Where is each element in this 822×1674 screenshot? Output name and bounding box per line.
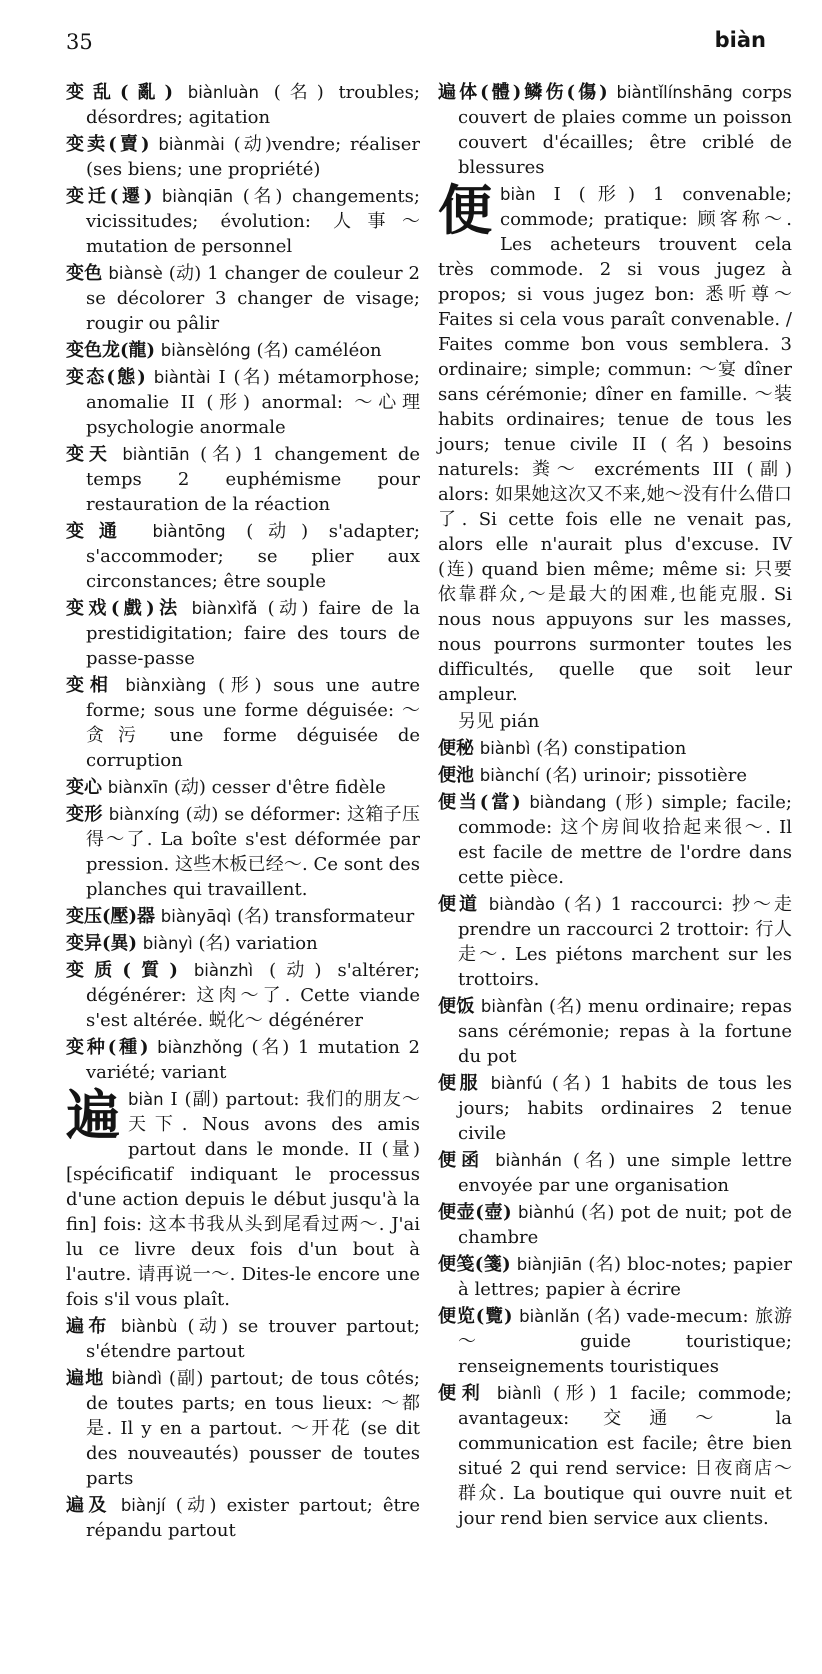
entry-definition: (名) 1 mutation 2 variété; variant	[86, 1037, 420, 1083]
entry-pinyin: biàntài	[153, 368, 211, 387]
entry-pinyin: biàndào	[488, 895, 556, 914]
entry-headword: 变通	[66, 521, 132, 542]
entry-headword: 变质(質)	[66, 960, 178, 981]
entry-pinyin: biàntǐlínshāng	[616, 83, 733, 102]
entry-headword: 变压(壓)器	[66, 906, 156, 927]
entry-definition: (动) se trouver partout; s'étendre partout	[86, 1316, 420, 1362]
entry-headword: 变卖(賣)	[66, 134, 150, 155]
entry-pinyin: biànfàn	[480, 997, 543, 1016]
see-also: 另见 pián	[458, 711, 540, 732]
dictionary-entry	[438, 763, 792, 788]
dictionary-entry	[66, 1314, 420, 1364]
entry-headword: 便秘	[438, 738, 474, 759]
dictionary-entry	[66, 802, 420, 902]
dictionary-entry	[438, 1148, 792, 1198]
entry-definition: (动) cesser d'être fidèle	[173, 777, 386, 798]
entry-definition: (名) changements; vicissitudes; évolution: 人事～ mutation de personnel	[86, 186, 420, 257]
entry-pinyin: biànyì	[142, 934, 193, 953]
dictionary-entry	[438, 892, 792, 992]
dictionary-entry	[66, 442, 420, 517]
entry-pinyin: biàntiān	[122, 445, 190, 464]
dictionary-entry	[438, 790, 792, 890]
entry-pinyin: biànluàn	[187, 83, 259, 102]
entry-headword: 遍及	[66, 1495, 111, 1516]
entry-headword: 变乱(亂)	[66, 82, 174, 103]
entry-definition: (名) urinoir; pissotière	[545, 765, 748, 786]
dictionary-entry	[438, 80, 792, 180]
headword-pinyin: biàn	[500, 185, 536, 204]
dictionary-entry	[66, 365, 420, 440]
entry-definition: (动) 1 changer de couleur 2 se décolorer 3 changer de visage; rougir ou pâlir	[86, 263, 420, 334]
dictionary-entry	[66, 261, 420, 336]
dictionary-entry	[438, 736, 792, 761]
entry-headword: 便服	[438, 1073, 482, 1094]
entry-headword: 便函	[438, 1150, 485, 1171]
entry-headword: 变迁(遷)	[66, 186, 153, 207]
running-head: biàn	[714, 28, 766, 52]
dictionary-entry	[66, 1366, 420, 1491]
entry-pinyin: biànlì	[496, 1384, 542, 1403]
dictionary-entry	[66, 80, 420, 130]
entry-pinyin: biànfú	[490, 1074, 543, 1093]
right-column	[438, 80, 792, 1533]
entry-pinyin: biànmài	[158, 135, 225, 154]
entry-headword: 变戏(戲)法	[66, 598, 182, 619]
entry-headword: 变心	[66, 777, 102, 798]
dictionary-entry	[66, 1035, 420, 1085]
dictionary-entry	[438, 1071, 792, 1146]
entry-definition: (动)vendre; réaliser (ses biens; une propriété)	[86, 134, 420, 180]
entry-pinyin: biànhán	[495, 1151, 562, 1170]
dictionary-entry	[66, 1493, 420, 1543]
entry-definition: corps couvert de plaies comme un poisson couvert d'écailles; être criblé de blessures	[458, 82, 792, 178]
entry-pinyin: biànyāqì	[160, 907, 232, 926]
right-entries	[438, 736, 792, 1531]
dictionary-entry	[66, 673, 420, 773]
entry-headword: 变色龙(龍)	[66, 340, 156, 361]
dictionary-entry	[66, 184, 420, 259]
entry-definition: (名) pot de nuit; pot de chambre	[458, 1202, 792, 1248]
dictionary-entry	[66, 132, 420, 182]
entry-definition: (名) 1 changement de temps 2 euphémisme pour restauration de la réaction	[86, 444, 421, 515]
entry-definition: (形) 1 facile; commode; avantageux: 交通～ la communication est facile; être bien situé 2 qui rend service: 日夜商店～群众. La boutique qui ouvre nuit et jour rend bien service aux clients.	[458, 1383, 792, 1529]
entry-definition: (名) troubles; désordres; agitation	[86, 82, 420, 128]
entry-pinyin: biàntōng	[152, 522, 226, 541]
left-entries	[66, 80, 420, 1085]
dictionary-entry	[66, 958, 420, 1033]
entry-definition: I (名) métamorphose; anomalie II (形) anormal: ～心理 psychologie anormale	[86, 367, 420, 438]
entry-definition: (动) faire de la prestidigitation; faire des tours de passe-passe	[86, 598, 420, 669]
entry-headword: 变天	[66, 444, 112, 465]
entry-headword: 便笺(箋)	[438, 1254, 511, 1275]
entry-pinyin: biànbù	[120, 1317, 178, 1336]
dictionary-entry	[66, 519, 420, 594]
entry-definition: (副) partout; de tous côtés; de toutes parts; en tous lieux: ～都是. Il y en a partout. ～开花 (se dit des nouveautés) pousser de toutes parts	[86, 1368, 420, 1489]
entry-headword: 变相	[66, 675, 114, 696]
dictionary-entry	[66, 596, 420, 671]
dictionary-entry	[438, 1200, 792, 1250]
entry-definition: (名) variation	[198, 933, 318, 954]
entry-headword: 便壶(壺)	[438, 1202, 512, 1223]
entry-pinyin: biànlǎn	[519, 1307, 580, 1326]
entry-definition: (名) 1 raccourci: 抄～走 prendre un raccourci 2 trottoir: 行人走～. Les piétons marchent sur les trottoirs.	[458, 894, 792, 990]
dictionary-entry	[438, 1304, 792, 1379]
entry-pinyin: biànjí	[120, 1496, 166, 1515]
entry-headword: 遍体(體)鳞伤(傷)	[438, 82, 608, 103]
right-entries-before	[438, 80, 792, 180]
entry-definition: (名) caméléon	[256, 340, 382, 361]
entry-definition: (名) une simple lettre envoyée par une organisation	[458, 1150, 792, 1196]
entry-headword: 便道	[438, 894, 481, 915]
entry-headword: 变色	[66, 263, 103, 284]
entry-headword: 变态(態)	[66, 367, 146, 388]
dictionary-entry	[66, 904, 420, 929]
entry-pinyin: biànhú	[518, 1203, 575, 1222]
entry-pinyin: biànjiān	[516, 1255, 583, 1274]
entry-definition: (名) transformateur	[237, 906, 415, 927]
entry-headword: 便利	[438, 1383, 486, 1404]
entry-pinyin: biànxìfǎ	[191, 599, 258, 618]
entry-definition: (动) s'altérer; dégénérer: 这肉～了. Cette viande s'est altérée. 蜕化～ dégénérer	[86, 960, 420, 1031]
entry-definition: (形) simple; facile; commode: 这个房间收拾起来很～. Il est facile de mettre de l'ordre dans cette pièce.	[458, 792, 792, 888]
dictionary-entry	[438, 1252, 792, 1302]
entry-pinyin: biànzhǒng	[157, 1038, 243, 1057]
entry-headword: 便览(覽)	[438, 1306, 513, 1327]
entry-headword: 遍地	[66, 1368, 105, 1389]
entry-definition: (名) constipation	[536, 738, 687, 759]
entry-pinyin: biànzhì	[193, 961, 254, 980]
char-entry-bian-everywhere	[66, 1083, 420, 1312]
entry-pinyin: biàndang	[529, 793, 607, 812]
char-definition: I (副) partout: 我们的朋友～天下. Nous avons des amis partout dans le monde. II (量) [spécificatif indiquant le processus d'une action depuis le début jusqu'à la fin] fois: 这本书我从头到尾看过两～. J'ai lu ce livre deux fois d'un bout à l'autre. 请再说一～. Dites-le encore une fois s'il vous plaît.	[66, 1089, 420, 1310]
entry-definition: (形) sous une autre forme; sous une forme déguisée: ～贪污 une forme déguisée de corruption	[86, 675, 420, 771]
entry-pinyin: biànxīn	[107, 778, 169, 797]
entry-headword: 便饭	[438, 996, 475, 1017]
left-column	[66, 80, 420, 1545]
char-entry-bian-convenient	[438, 178, 792, 707]
entry-pinyin: biànchí	[479, 766, 540, 785]
entry-definition: (名) bloc-notes; papier à lettres; papier à écrire	[458, 1254, 792, 1300]
page-number: 35	[66, 30, 93, 54]
entry-definition: (动) s'adapter; s'accommoder; se plier aux circonstances; être souple	[86, 521, 420, 592]
entry-pinyin: biànxiàng	[125, 676, 207, 695]
entry-pinyin: biànxíng	[108, 805, 180, 824]
entry-pinyin: biànsè	[108, 264, 163, 283]
entry-pinyin: biànsèlóng	[160, 341, 251, 360]
entry-definition: (动) exister partout; être répandu partout	[86, 1495, 420, 1541]
dictionary-entry	[438, 1381, 792, 1531]
left-entries-after	[66, 1314, 420, 1543]
entry-headword: 遍布	[66, 1316, 111, 1337]
entry-pinyin: biànqiān	[161, 187, 234, 206]
entry-headword: 变种(種)	[66, 1037, 149, 1058]
entry-pinyin: biànbì	[479, 739, 531, 758]
entry-definition: (名) 1 habits de tous les jours; habits ordinaires 2 tenue civile	[458, 1073, 793, 1144]
entry-pinyin: biàndì	[111, 1369, 162, 1388]
headword-character: 便	[438, 178, 492, 242]
dictionary-entry	[438, 994, 792, 1069]
entry-definition: (名) menu ordinaire; repas sans cérémonie; repas à la fortune du pot	[458, 996, 792, 1067]
entry-definition: (名) vade-mecum: 旅游～ guide touristique; renseignements touristiques	[458, 1306, 792, 1377]
char-definition: I (形) 1 convenable; commode; pratique: 顾客称～. Les acheteurs trouvent cela très commode. 2 si vous jugez à propos; si vous jugez bon: 悉听尊～ Faites si cela vous paraît convenable. / Faites comme bon vous semblera. 3 ordinaire; simple; commun: ～宴 dîner sans cérémonie; dîner en famille. ～装 habits ordinaires; tenue de tous les jours; tenue civile II (名) besoins naturels: 粪～ excréments III (副) alors: 如果她这次又不来,她～没有什么借口了. Si cette fois elle ne venait pas, alors elle n'aurait plus d'excuse. IV (连) quand bien même; même si: 只要依靠群众,～是最大的困难,也能克服. Si nous nous appuyons sur les masses, nous pourrons surmonter toutes les difficultés, quelle que soit leur ampleur.	[438, 184, 792, 705]
dictionary-entry	[66, 775, 420, 800]
dictionary-entry	[66, 338, 420, 363]
headword-character: 遍	[66, 1083, 120, 1147]
entry-headword: 变形	[66, 804, 103, 825]
entry-definition: (动) se déformer: 这箱子压得～了. La boîte s'est déformée par pression. 这些木板已经～. Ce sont des planches qui travaillent.	[86, 804, 420, 900]
headword-pinyin: biàn	[128, 1090, 164, 1109]
entry-headword: 变异(異)	[66, 933, 138, 954]
entry-headword: 便当(當)	[438, 792, 521, 813]
dictionary-entry	[66, 931, 420, 956]
entry-headword: 便池	[438, 765, 474, 786]
